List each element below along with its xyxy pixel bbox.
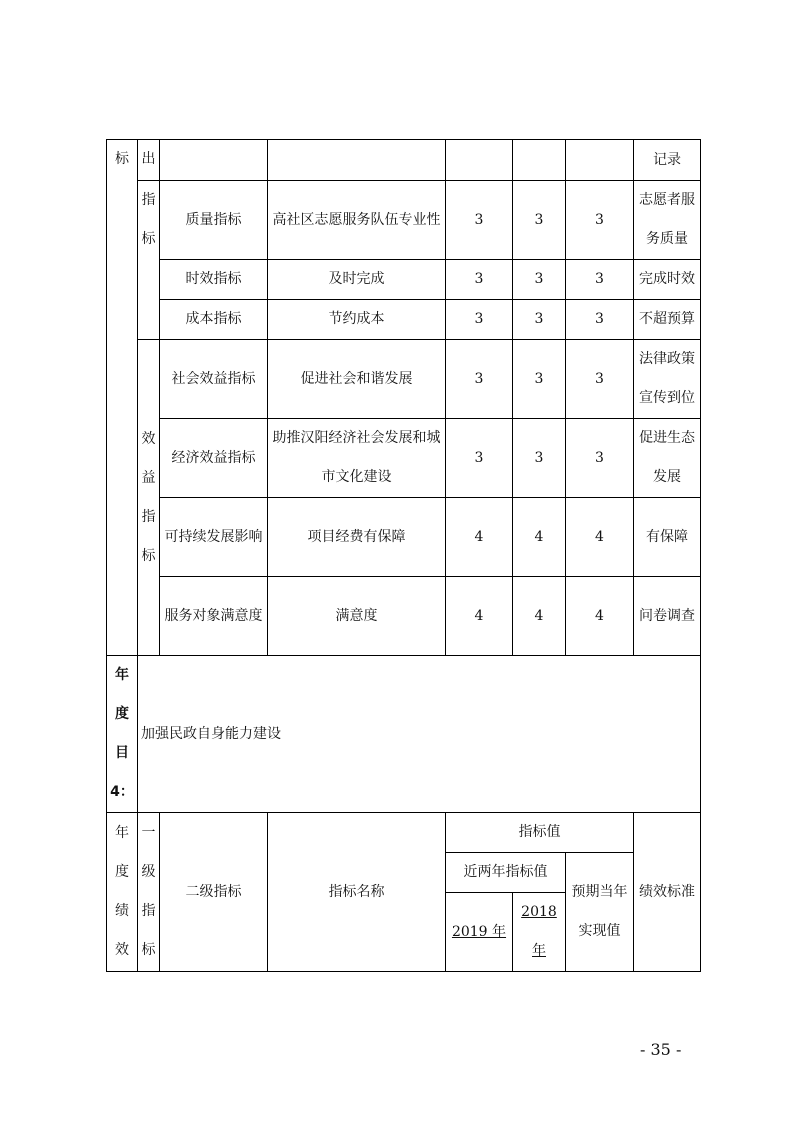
value-2018-cell: 3 <box>513 181 566 260</box>
output-indicator-label: 指 标 <box>138 181 160 340</box>
expected-value-header: 预期当年实现值 <box>566 853 634 972</box>
indicator-name-cell: 满意度 <box>268 577 446 656</box>
value-2019-cell: 3 <box>446 340 513 419</box>
value-2019-cell: 3 <box>446 300 513 340</box>
expected-value-cell: 3 <box>566 340 634 419</box>
recent-two-years-header: 近两年指标值 <box>446 853 566 893</box>
expected-value-cell: 3 <box>566 300 634 340</box>
empty-cell <box>268 140 446 181</box>
standard-cell: 不超预算 <box>634 300 701 340</box>
expected-value-cell: 3 <box>566 181 634 260</box>
level2-cell: 可持续发展影响 <box>160 498 268 577</box>
expected-value-cell: 3 <box>566 419 634 498</box>
goal-label-cell: 年 度 目 4： <box>107 656 138 813</box>
standard-header: 绩效标准 <box>634 813 701 972</box>
annual-performance-label: 年 度 绩 效 <box>107 813 138 972</box>
value-2018-cell: 3 <box>513 340 566 419</box>
value-2019-cell: 4 <box>446 577 513 656</box>
record-cell: 记录 <box>634 140 701 181</box>
indicator-name-cell: 节约成本 <box>268 300 446 340</box>
category-label-cell: 标 <box>107 140 138 656</box>
goal-text-cell: 加强民政自身能力建设 <box>138 656 701 813</box>
level2-cell: 服务对象满意度 <box>160 577 268 656</box>
year-2019-header: 2019 年 <box>446 893 513 972</box>
level2-header: 二级指标 <box>160 813 268 972</box>
level1-indicator-label: 一 级 指 标 <box>138 813 160 972</box>
value-2019-cell: 3 <box>446 181 513 260</box>
indicator-name-header: 指标名称 <box>268 813 446 972</box>
standard-cell: 完成时效 <box>634 260 701 300</box>
indicator-name-cell: 项目经费有保障 <box>268 498 446 577</box>
level2-cell: 质量指标 <box>160 181 268 260</box>
standard-cell: 志愿者服务质量 <box>634 181 701 260</box>
indicator-name-cell: 高社区志愿服务队伍专业性 <box>268 181 446 260</box>
page-number: - 35 - <box>640 1040 682 1059</box>
performance-table <box>106 139 701 972</box>
expected-value-cell: 3 <box>566 260 634 300</box>
benefit-indicator-label: 效 益 指 标 <box>138 340 160 656</box>
expected-value-cell: 4 <box>566 498 634 577</box>
value-2018-cell: 4 <box>513 498 566 577</box>
value-2018-cell: 3 <box>513 300 566 340</box>
empty-cell <box>446 140 513 181</box>
indicator-name-cell: 及时完成 <box>268 260 446 300</box>
standard-cell: 促进生态发展 <box>634 419 701 498</box>
level2-cell: 社会效益指标 <box>160 340 268 419</box>
level2-cell: 时效指标 <box>160 260 268 300</box>
value-2018-cell: 4 <box>513 577 566 656</box>
year-2018-header: 2018 年 <box>513 893 566 972</box>
indicator-value-header: 指标值 <box>446 813 634 853</box>
value-2019-cell: 3 <box>446 419 513 498</box>
value-2018-cell: 3 <box>513 260 566 300</box>
standard-cell: 有保障 <box>634 498 701 577</box>
empty-cell <box>566 140 634 181</box>
indicator-name-cell: 助推汉阳经济社会发展和城市文化建设 <box>268 419 446 498</box>
empty-cell <box>160 140 268 181</box>
expected-value-cell: 4 <box>566 577 634 656</box>
value-2019-cell: 4 <box>446 498 513 577</box>
output-label-top: 出 <box>138 140 160 181</box>
value-2018-cell: 3 <box>513 419 566 498</box>
standard-cell: 问卷调查 <box>634 577 701 656</box>
indicator-name-cell: 促进社会和谐发展 <box>268 340 446 419</box>
level2-cell: 成本指标 <box>160 300 268 340</box>
level2-cell: 经济效益指标 <box>160 419 268 498</box>
value-2019-cell: 3 <box>446 260 513 300</box>
empty-cell <box>513 140 566 181</box>
standard-cell: 法律政策宣传到位 <box>634 340 701 419</box>
